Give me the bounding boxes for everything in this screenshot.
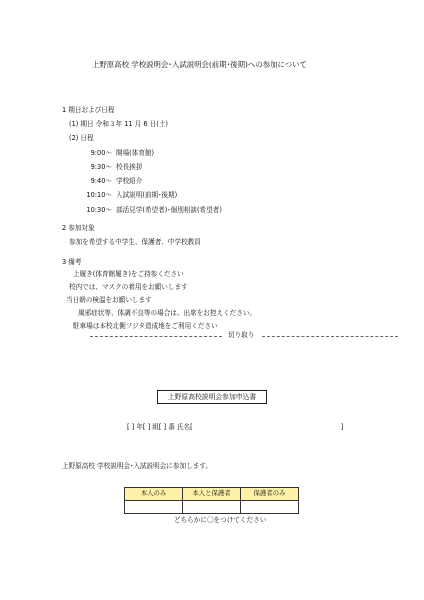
section1-heading: 1 期日および日程 [62, 106, 115, 114]
circle-instruction: どちらかに〇をつけてください [174, 516, 267, 524]
schedule-time: 10:30～ [86, 206, 112, 214]
form-title: 上野原高校説明会参加申込書 [157, 390, 267, 404]
note-item: 校内では、マスクの着用をお願いします [69, 283, 188, 291]
cut-line-right [262, 336, 398, 337]
cut-label: 切り取り [228, 331, 255, 339]
circle-cell-student-and-guardian[interactable] [183, 501, 241, 514]
note-item: 上履き(体育館履き)をご持参ください [73, 270, 184, 278]
schedule-time: 9:30～ [90, 163, 112, 171]
section2-body: 参加を希望する中学生、保護者、中学校教員 [69, 238, 201, 246]
option-student-only[interactable]: 本人のみ [125, 488, 183, 501]
option-guardian-only[interactable]: 保護者のみ [241, 488, 299, 501]
schedule-event: 入試説明(前期･後期) [116, 191, 178, 199]
schedule-event: 開場(体育館) [116, 149, 155, 157]
circle-cell-guardian-only[interactable] [241, 501, 299, 514]
schedule-event: 学校紹介 [116, 177, 143, 185]
cut-line-left [90, 336, 222, 337]
note-item: 当日朝の検温をお願いします [66, 296, 152, 304]
section2-heading: 2 参加対象 [62, 224, 95, 232]
student-info-line: [ ] 年[ ] 組[ ] 番 氏名[ [127, 423, 193, 431]
attendance-options-table [124, 487, 299, 514]
schedule-event: 部活見学(希望者)･個別相談(希望者) [116, 206, 222, 214]
schedule-time: 9:40～ [90, 177, 112, 185]
option-student-and-guardian[interactable]: 本人と保護者 [183, 488, 241, 501]
section3-heading: 3 備考 [62, 258, 82, 266]
schedule-time: 10:10～ [86, 191, 112, 199]
student-name-close-bracket: ] [341, 423, 344, 431]
document-title: 上野原高校 学校説明会･入試説明会(前期･後期)への参加について [92, 60, 307, 69]
schedule-label: (2) 日程 [69, 134, 94, 142]
participation-statement: 上野原高校 学校説明会･入試説明会に参加します。 [62, 462, 212, 470]
note-item: 駐車場は本校北側フジタ造成地をご利用ください [73, 322, 218, 330]
note-item: 風邪症状等、体調不良等の場合は、出席をお控えください。 [78, 309, 257, 317]
schedule-time: 9:00～ [90, 149, 112, 157]
circle-cell-student-only[interactable] [125, 501, 183, 514]
date-line: (1) 期日 令和３年 11 月 6 日(土) [69, 120, 168, 128]
schedule-event: 校長挨拶 [116, 163, 143, 171]
